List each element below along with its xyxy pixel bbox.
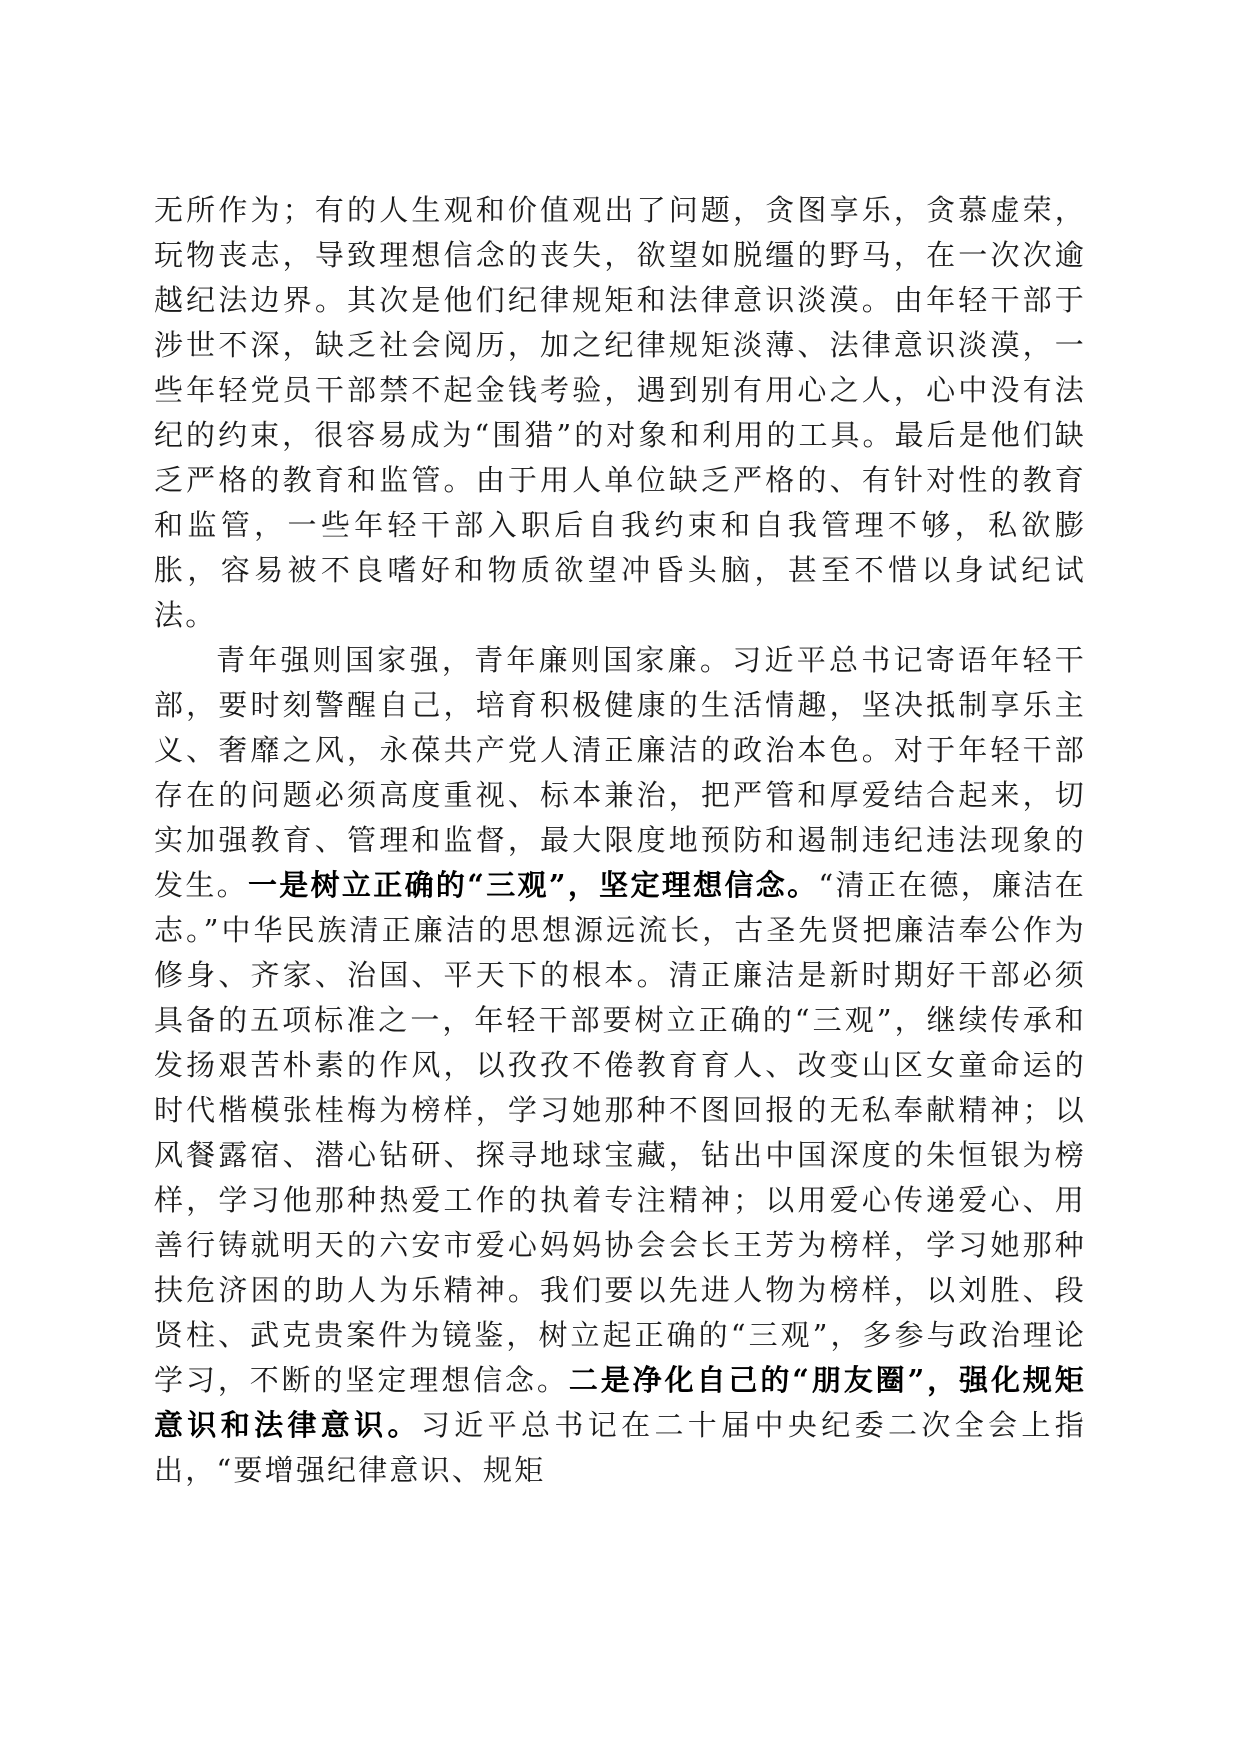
bold-point-two-heading: 二是净化自己的“朋友圈”，强化规矩意识和法律意识。 bbox=[154, 1363, 1087, 1442]
bold-point-one-heading: 一是树立正确的“三观”，坚定理想信念。 bbox=[247, 868, 819, 902]
paragraph-2-text-part-2: “清正在德，廉洁在志。”中华民族清正廉洁的思想源远流长，古圣先贤把廉洁奉公作为修身、齐家、治国、平天下的根本。清正廉洁是新时期好干部必须具备的五项标准之一，年轻干部要树立正确的“三观”，继续传承和发扬艰苦朴素的作风，以孜孜不倦教育育人、改变山区女童命运的时代楷模张桂梅为榜样，学习她那种不图回报的无私奉献精神；以风餐露宿、潜心钻研、探寻地球宝藏，钻出中国深度的朱恒银为榜样，学习他那种热爱工作的执着专注精神；以用爱心传递爱心、用善行铸就明天的六安市爱心妈妈协会会长王芳为榜样，学习她那种扶危济困的助人为乐精神。我们要以先进人物为榜样，以刘胜、段贤柱、武克贵案件为镜鉴，树立起正确的“三观”，多参与政治理论学习，不断的坚定理想信念。 bbox=[154, 868, 1086, 1397]
document-body bbox=[154, 188, 1086, 1493]
body-paragraph-1: 无所作为；有的人生观和价值观出了问题，贪图享乐，贪慕虚荣，玩物丧志，导致理想信念的丧失，欲望如脱缰的野马，在一次次逾越纪法边界。其次是他们纪律规矩和法律意识淡漠。由年轻干部于涉世不深，缺乏社会阅历，加之纪律规矩淡薄、法律意识淡漠，一些年轻党员干部禁不起金钱考验，遇到别有用心之人，心中没有法纪的约束，很容易成为“围猎”的对象和利用的工具。最后是他们缺乏严格的教育和监管。由于用人单位缺乏严格的、有针对性的教育和监管，一些年轻干部入职后自我约束和自我管理不够，私欲膨胀，容易被不良嗜好和物质欲望冲昏头脑，甚至不惜以身试纪试法。 bbox=[154, 193, 1086, 632]
paragraph-2-text-part-1: 青年强则国家强，青年廉则国家廉。习近平总书记寄语年轻干部，要时刻警醒自己，培育积极健康的生活情趣，坚决抵制享乐主义、奢靡之风，永葆共产党人清正廉洁的政治本色。对于年轻干部存在的问题必须高度重视、标本兼治，把严管和厚爱结合起来，切实加强教育、管理和监督，最大限度地预防和遏制违纪违法现象的发生。 bbox=[154, 643, 1086, 902]
body-paragraph-2 bbox=[154, 638, 1086, 1493]
paragraph-2-text-part-3: 习近平总书记在二十届中央纪委二次全会上指出，“要增强纪律意识、规矩 bbox=[154, 1408, 1086, 1487]
